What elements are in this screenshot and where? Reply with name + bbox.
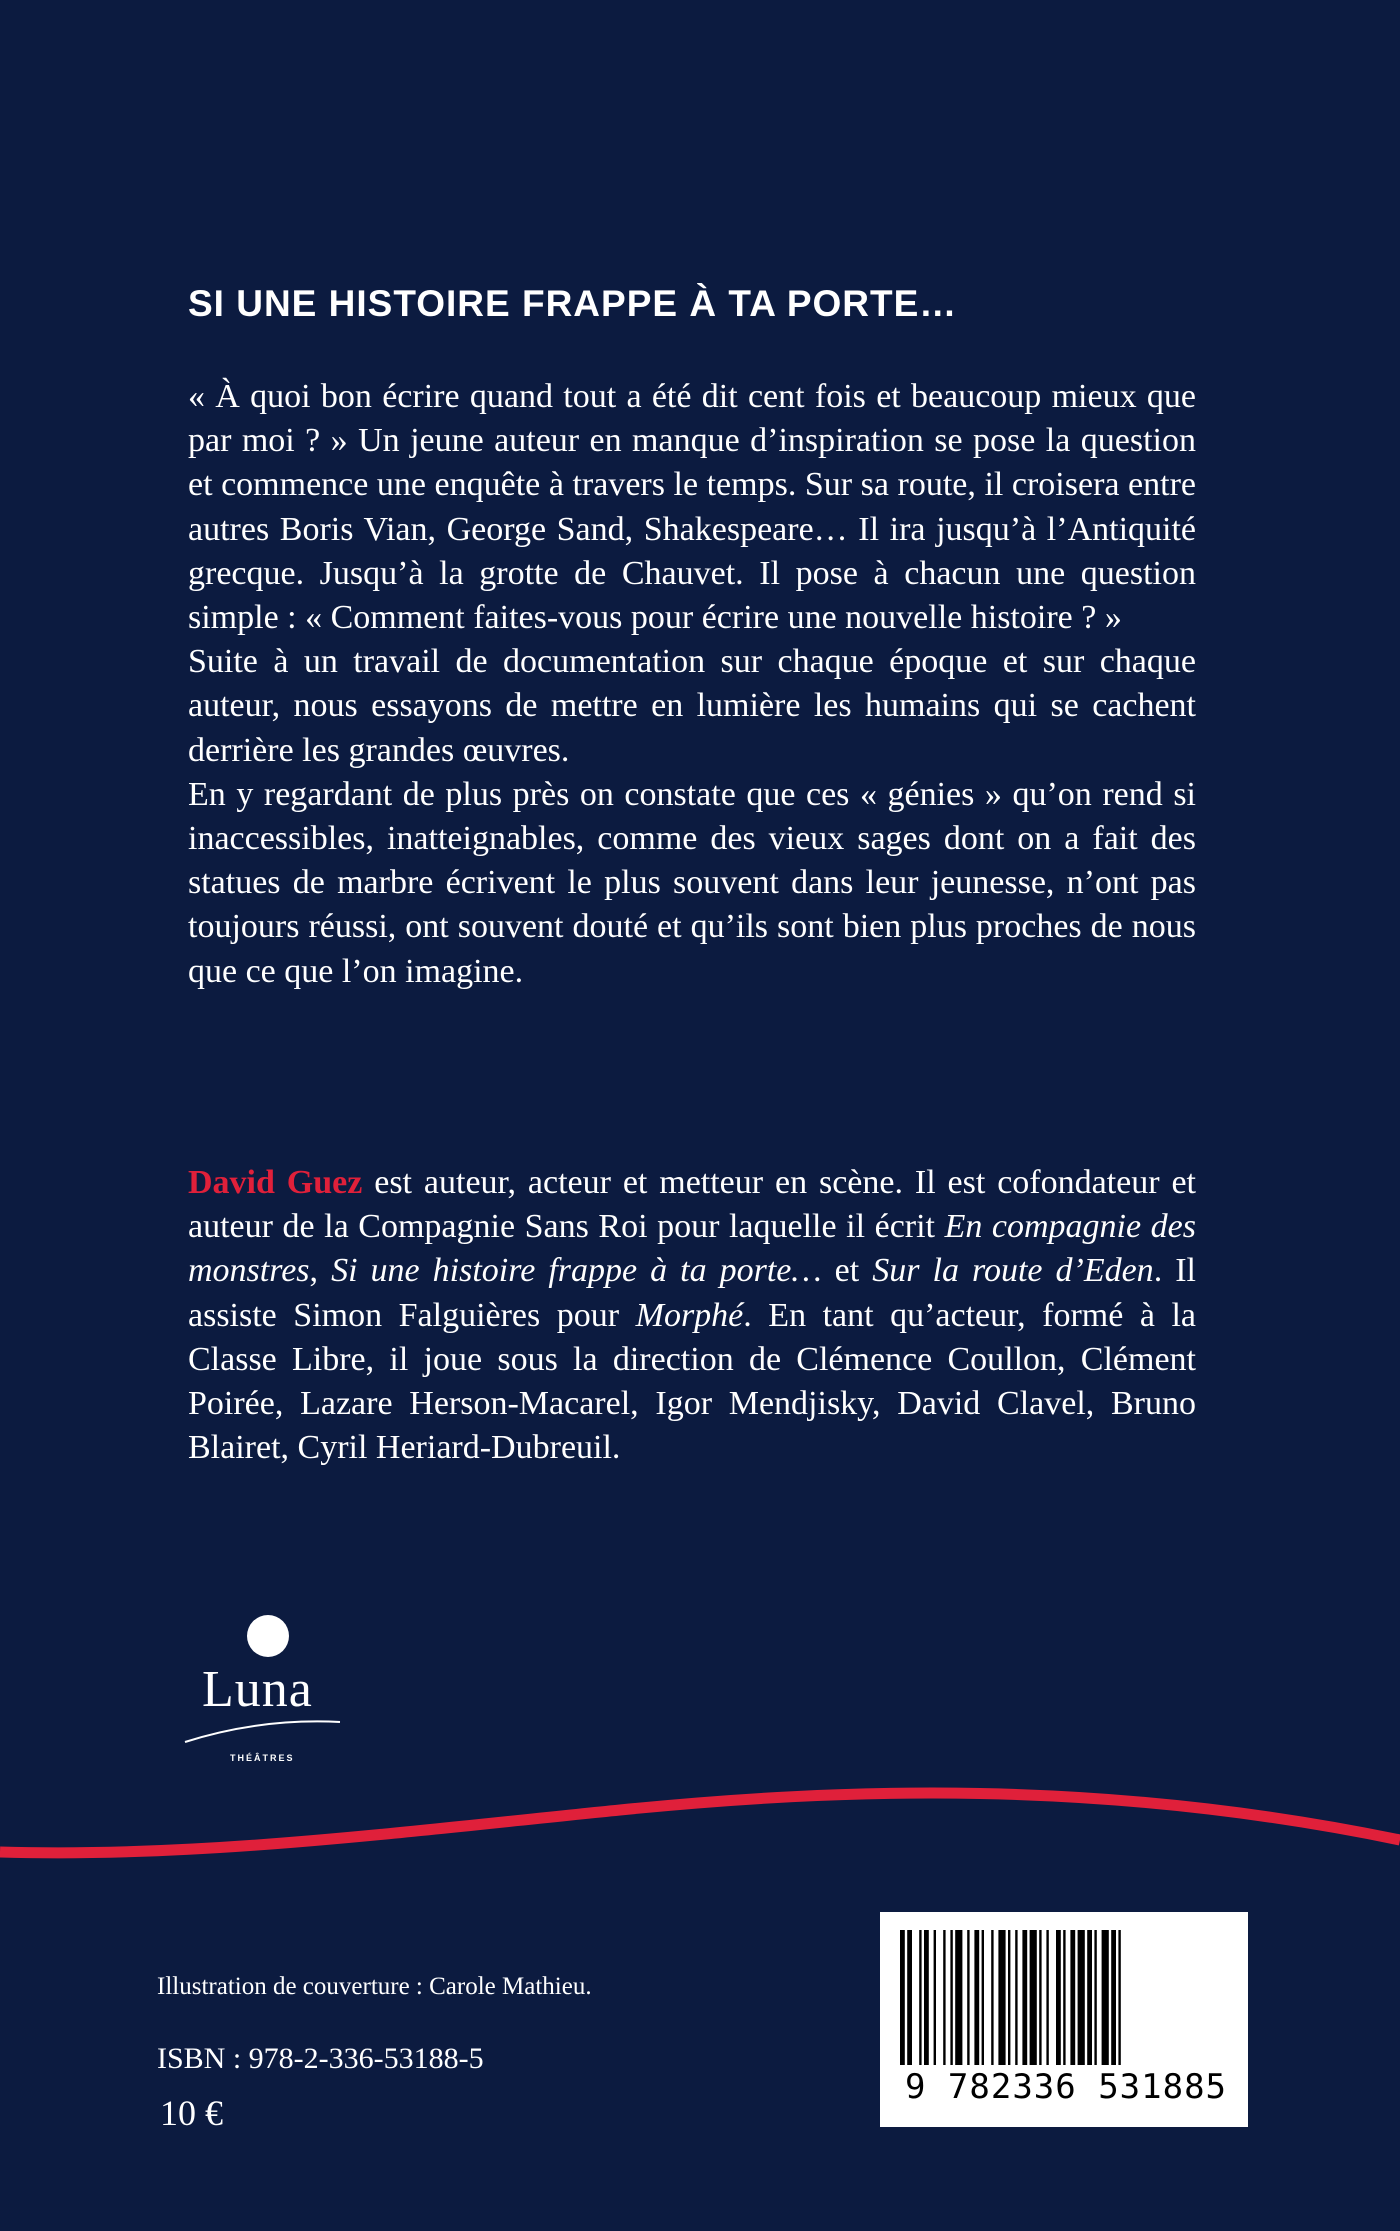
cover-illustration-credit: Illustration de couverture : Carole Mathieu. xyxy=(157,1973,592,2000)
publisher-tagline: THÉÂTRES xyxy=(230,1753,295,1763)
barcode-bar xyxy=(900,1930,905,2065)
barcode xyxy=(880,1912,1248,2127)
isbn: ISBN : 978-2-336-53188-5 xyxy=(157,2042,484,2075)
barcode-bar xyxy=(1118,1930,1120,2065)
barcode-bar xyxy=(1070,1930,1075,2065)
barcode-bar xyxy=(1056,1930,1061,2065)
synopsis-paragraph: Suite à un travail de documentation sur chaque époque et sur chaque auteur, nous essayons de mettre en lumière les humains qui se cachent derrière les grandes œuvres. xyxy=(188,643,1196,769)
synopsis-paragraph: En y regardant de plus près on constate que ces « génies » qu’on rend si inaccessibles, inatteignables, comme des vieux sages dont on a fait des statues de marbre écrivent le plus souvent dans leur jeunesse, n’ont pas toujours réussi, ont souvent douté et qu’ils sont bien plus proches de nous que ce que l’on imagine. xyxy=(188,775,1196,990)
barcode-bar xyxy=(950,1930,952,2065)
bio-work-title: Morphé xyxy=(635,1296,744,1334)
barcode-bar xyxy=(919,1930,921,2065)
barcode-bar xyxy=(1078,1930,1085,2065)
barcode-bar xyxy=(991,1930,993,2065)
barcode-bar xyxy=(1046,1930,1048,2065)
logo-moon-icon xyxy=(247,1615,289,1657)
decorative-wave xyxy=(0,1740,1400,1880)
barcode-bar xyxy=(998,1930,1005,2065)
bio-work-title: En compagnie des monstres xyxy=(188,1208,1196,1290)
synopsis-paragraph: « À quoi bon écrire quand tout a été dit cent fois et beaucoup mieux que par moi ? » Un jeune auteur en manque d’inspiration se pose la question et commence une enquête à travers le temps. Sur sa route, il croisera entre autres Boris Vian, George Sand, Shakespeare… Il ira jusqu’à l’Antiquité grecque. Jusqu’à la grotte de Chauvet. Il pose à chacun une question simple : « Comment faites-vous pour écrire une nouvelle histoire ? » xyxy=(188,378,1196,637)
barcode-bar xyxy=(974,1930,979,2065)
author-name: David Guez xyxy=(188,1164,363,1201)
author-bio xyxy=(188,1161,1196,1470)
back-cover-heading: SI UNE HISTOIRE FRAPPE À TA PORTE… xyxy=(188,283,958,324)
price: 10 € xyxy=(160,2093,223,2133)
barcode-bar xyxy=(924,1930,929,2065)
publisher-name: Luna xyxy=(202,1661,313,1718)
barcode-bar xyxy=(1094,1930,1096,2065)
bio-work-title: Si une histoire frappe à ta porte… xyxy=(331,1252,822,1290)
barcode-digits: 9 782336 531885 xyxy=(904,2067,1228,2107)
bio-work-title: Sur la route d’Eden xyxy=(872,1252,1154,1290)
bio-text: , xyxy=(309,1252,332,1290)
bio-text: . En tant qu’acteur, formé à la Classe Libre, il joue sous la direction de Clémence Coullon, Clément Poirée, Lazare Herson-Macarel, Igor Mendjisky, David Clavel, Bruno Blairet, Cyril Heriard-Dubreuil. xyxy=(188,1296,1196,1467)
barcode-bar xyxy=(1063,1930,1065,2065)
bio-text: . Il assiste Simon Falguières pour xyxy=(188,1252,1196,1334)
bio-text: est auteur, acteur et metteur en scène. Il est cofondateur et auteur de la Compagnie Sans Roi pour laquelle il écrit xyxy=(188,1164,1196,1246)
barcode-bar xyxy=(1102,1930,1109,2065)
barcode-bar xyxy=(907,1930,912,2065)
barcode-bar xyxy=(982,1930,984,2065)
barcode-bar xyxy=(1087,1930,1092,2065)
barcode-bar xyxy=(1039,1930,1041,2065)
barcode-bar xyxy=(1030,1930,1037,2065)
barcode-bar xyxy=(955,1930,962,2065)
barcode-bar xyxy=(943,1930,945,2065)
barcode-bar xyxy=(1111,1930,1116,2065)
barcode-bar xyxy=(1022,1930,1027,2065)
synopsis xyxy=(188,375,1196,994)
barcode-bar xyxy=(1008,1930,1010,2065)
barcode-bar xyxy=(967,1930,969,2065)
barcode-bar xyxy=(934,1930,936,2065)
barcode-bar xyxy=(1015,1930,1017,2065)
bio-text: et xyxy=(821,1252,873,1290)
